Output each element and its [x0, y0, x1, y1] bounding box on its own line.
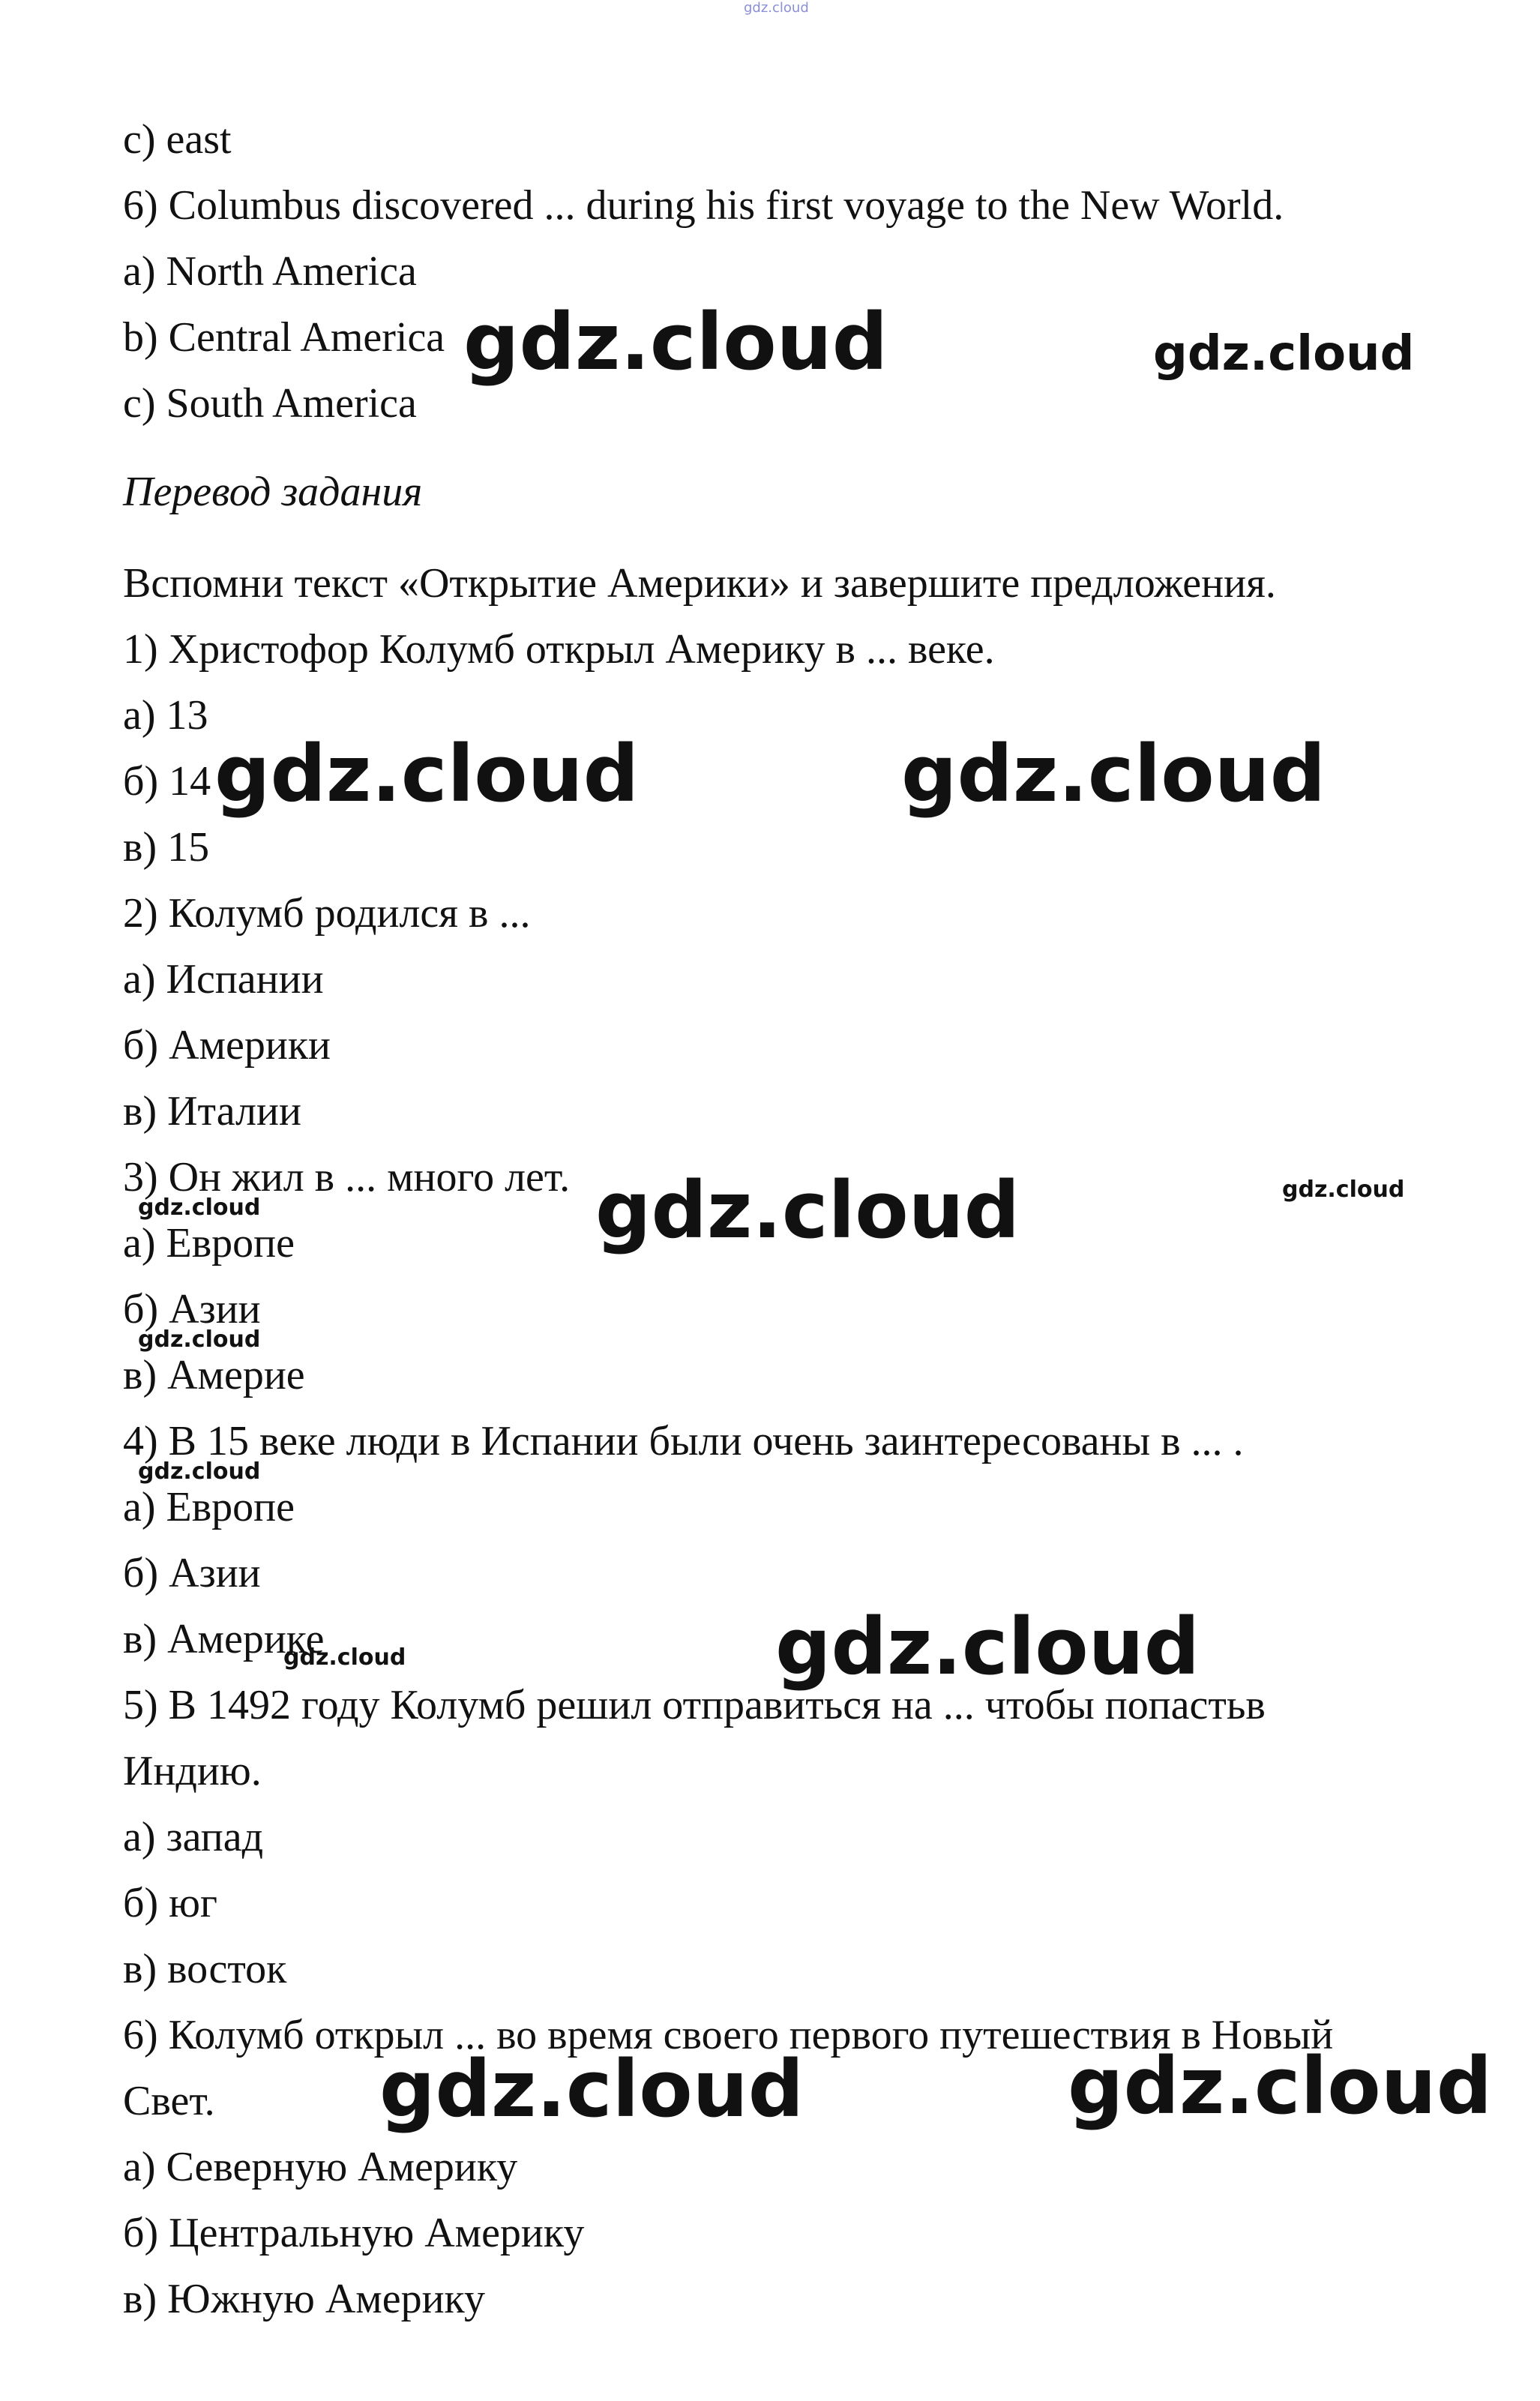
watermark-large: gdz.cloud — [379, 2043, 804, 2135]
watermark-large: gdz.cloud — [595, 1165, 1020, 1256]
task-instruction: Вспомни текст «Открытие Америки» и завершите предложения. — [123, 560, 1276, 607]
q6-option-a: а) Северную Америку — [123, 2144, 518, 2190]
english-option-c: c) east — [123, 116, 232, 163]
q5-option-c: в) восток — [123, 1946, 287, 1992]
watermark-small: gdz.cloud — [138, 1458, 261, 1485]
q1-option-a: а) 13 — [123, 692, 208, 739]
watermark-large: gdz.cloud — [1068, 2040, 1493, 2132]
watermark-large: gdz.cloud — [214, 728, 640, 820]
watermark-small: gdz.cloud — [138, 1326, 261, 1353]
watermark-large: gdz.cloud — [775, 1601, 1200, 1692]
question-2: 2) Колумб родился в ... — [123, 890, 531, 937]
question-1: 1) Христофор Колумб открыл Америку в ... веке. — [123, 626, 995, 673]
q1-option-c: в) 15 — [123, 824, 210, 871]
watermark-small: gdz.cloud — [138, 1195, 261, 1221]
q6-option-b: б) Центральную Америку — [123, 2210, 585, 2256]
q3-option-b: б) Азии — [123, 1286, 261, 1332]
english-q6-option-a: a) North America — [123, 248, 417, 295]
question-4: 4) В 15 веке люди в Испании были очень заинтересованы в ... . — [123, 1418, 1244, 1464]
english-question-6: 6) Columbus discovered ... during his first voyage to the New World. — [123, 182, 1284, 229]
q2-option-a: а) Испании — [123, 956, 324, 1003]
q3-option-a: а) Европе — [123, 1220, 295, 1266]
translation-heading: Перевод задания — [123, 469, 423, 515]
q6-option-c: в) Южную Америку — [123, 2276, 485, 2322]
question-6-line-1: 6) Колумб открыл ... во время своего первого путешествия в Новый — [123, 2012, 1334, 2058]
q5-option-b: б) юг — [123, 1880, 217, 1926]
watermark-large: gdz.cloud — [901, 728, 1326, 820]
q2-option-c: в) Италии — [123, 1088, 301, 1135]
question-3: 3) Он жил в ... много лет. — [123, 1154, 571, 1200]
watermark-medium: gdz.cloud — [1153, 326, 1415, 382]
watermark-large: gdz.cloud — [463, 296, 888, 388]
watermark-small: gdz.cloud — [1282, 1177, 1405, 1203]
q5-option-a: а) запад — [123, 1814, 264, 1860]
q4-option-a: а) Европе — [123, 1484, 295, 1530]
q3-option-c: в) Америе — [123, 1352, 305, 1398]
watermark-small: gdz.cloud — [283, 1644, 406, 1671]
question-5-line-2: Индию. — [123, 1748, 262, 1794]
question-5-line-1: 5) В 1492 году Колумб решил отправиться на ... чтобы попастьв — [123, 1682, 1266, 1728]
english-q6-option-c: c) South America — [123, 380, 417, 427]
q4-option-b: б) Азии — [123, 1550, 261, 1596]
english-q6-option-b: b) Central America — [123, 314, 445, 361]
q4-option-c: в) Америке — [123, 1616, 325, 1662]
question-6-line-2: Свет. — [123, 2078, 215, 2124]
header-watermark: gdz.cloud — [744, 0, 809, 16]
q1-option-b: б) 14 — [123, 758, 211, 805]
q2-option-b: б) Америки — [123, 1022, 331, 1069]
